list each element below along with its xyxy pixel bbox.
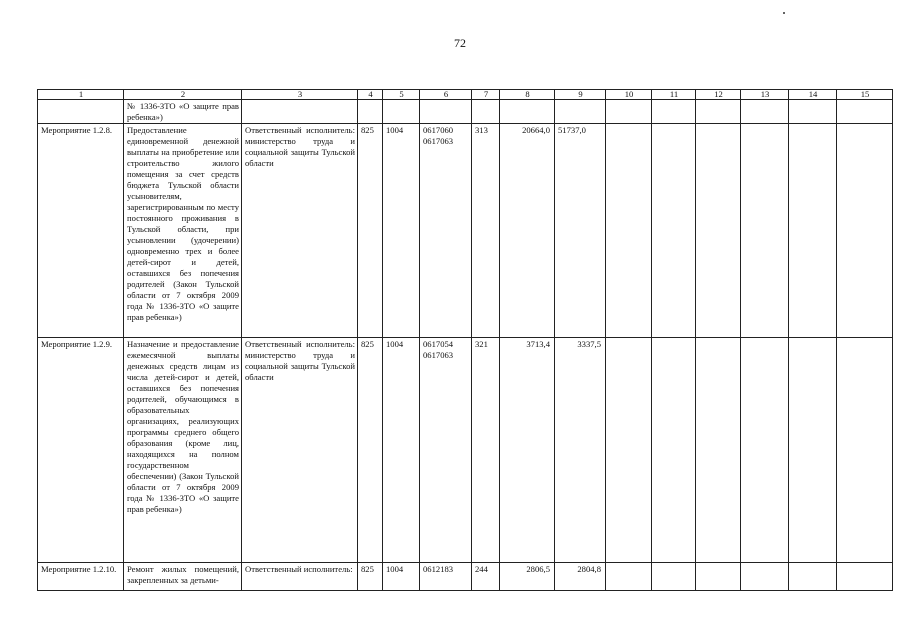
row-grbs-cell	[358, 100, 383, 124]
col-header-6: 6	[420, 90, 472, 100]
col-header-14: 14	[789, 90, 837, 100]
row-grbs-cell: 825	[358, 124, 383, 338]
row-event-cell: Мероприятие 1.2.10.	[38, 563, 124, 591]
row-grbs-cell: 825	[358, 563, 383, 591]
col-header-10: 10	[606, 90, 652, 100]
row-description-cell: Ремонт жилых помещений, закрепленных за детьми-	[124, 563, 242, 591]
row-description-cell: № 1336-ЗТО «О защите прав ребенка»)	[124, 100, 242, 124]
col-header-3: 3	[242, 90, 358, 100]
col-header-11: 11	[652, 90, 696, 100]
col-header-9: 9	[555, 90, 606, 100]
row-value-8-cell	[500, 100, 555, 124]
row-description-cell: Предоставление единовременной денежной выплаты на приобретение или строительство жилого помещения за счет средств бюджета Тульской области усыновителям, зарегистрированным по месту постоянного проживания в Тульской области, при усыновлении (удочерении) одновременно трех и более детей-сирот и детей, оставшихся без попечения родителей (Закон Тульской области от 7 октября 2009 года № 1336-ЗТО «О защите прав ребенка»)	[124, 124, 242, 338]
row-executor-cell: Ответственный исполнитель: министерство труда и социальной защиты Тульской области	[242, 338, 358, 563]
col-header-13: 13	[741, 90, 789, 100]
row-value-9-cell: 2804,8	[555, 563, 606, 591]
row-value-9-cell: 3337,5	[555, 338, 606, 563]
row-csr-cell: 0617054 0617063	[420, 338, 472, 563]
col-header-7: 7	[472, 90, 500, 100]
col-header-12: 12	[696, 90, 741, 100]
row-vr-cell: 313	[472, 124, 500, 338]
col-header-15: 15	[837, 90, 893, 100]
row-csr-cell	[420, 100, 472, 124]
row-rzpr-cell: 1004	[383, 563, 420, 591]
row-csr-cell: 0617060 0617063	[420, 124, 472, 338]
row-vr-cell: 244	[472, 563, 500, 591]
col-header-5: 5	[383, 90, 420, 100]
table-row	[38, 100, 893, 124]
row-executor-cell: Ответственный исполнитель: министерство труда и социальной защиты Тульской области	[242, 124, 358, 338]
row-event-cell: Мероприятие 1.2.9.	[38, 338, 124, 563]
page-number: 72	[454, 36, 466, 50]
row-value-9-cell	[555, 100, 606, 124]
row-vr-cell: 321	[472, 338, 500, 563]
table-row	[38, 338, 893, 563]
row-rzpr-cell	[383, 100, 420, 124]
budget-table	[37, 89, 893, 591]
row-value-8-cell: 3713,4	[500, 338, 555, 563]
scan-speck	[783, 12, 785, 14]
row-value-9-cell: 51737,0	[555, 124, 606, 338]
row-csr-cell: 0612183	[420, 563, 472, 591]
col-header-2: 2	[124, 90, 242, 100]
table-row	[38, 124, 893, 338]
table-row	[38, 563, 893, 591]
row-rzpr-cell: 1004	[383, 124, 420, 338]
col-header-1: 1	[38, 90, 124, 100]
row-event-cell	[38, 100, 124, 124]
row-grbs-cell: 825	[358, 338, 383, 563]
col-header-8: 8	[500, 90, 555, 100]
row-vr-cell	[472, 100, 500, 124]
row-value-8-cell: 20664,0	[500, 124, 555, 338]
col-header-4: 4	[358, 90, 383, 100]
row-value-8-cell: 2806,5	[500, 563, 555, 591]
row-event-cell: Мероприятие 1.2.8.	[38, 124, 124, 338]
row-description-cell: Назначение и предоставление ежемесячной выплаты денежных средств лицам из числа детей-сирот и детей, оставшихся без попечения родителей, обучающимся в образовательных организациях, реализующих программы среднего общего образования (кроме лиц, находящихся на полном государственном обеспечении) (Закон Тульской области от 7 октября 2009 года № 1336-ЗТО «О защите прав ребенка»)	[124, 338, 242, 563]
column-number-row	[38, 90, 893, 100]
row-executor-cell	[242, 100, 358, 124]
row-rzpr-cell: 1004	[383, 338, 420, 563]
row-executor-cell: Ответственный исполнитель:	[242, 563, 358, 591]
